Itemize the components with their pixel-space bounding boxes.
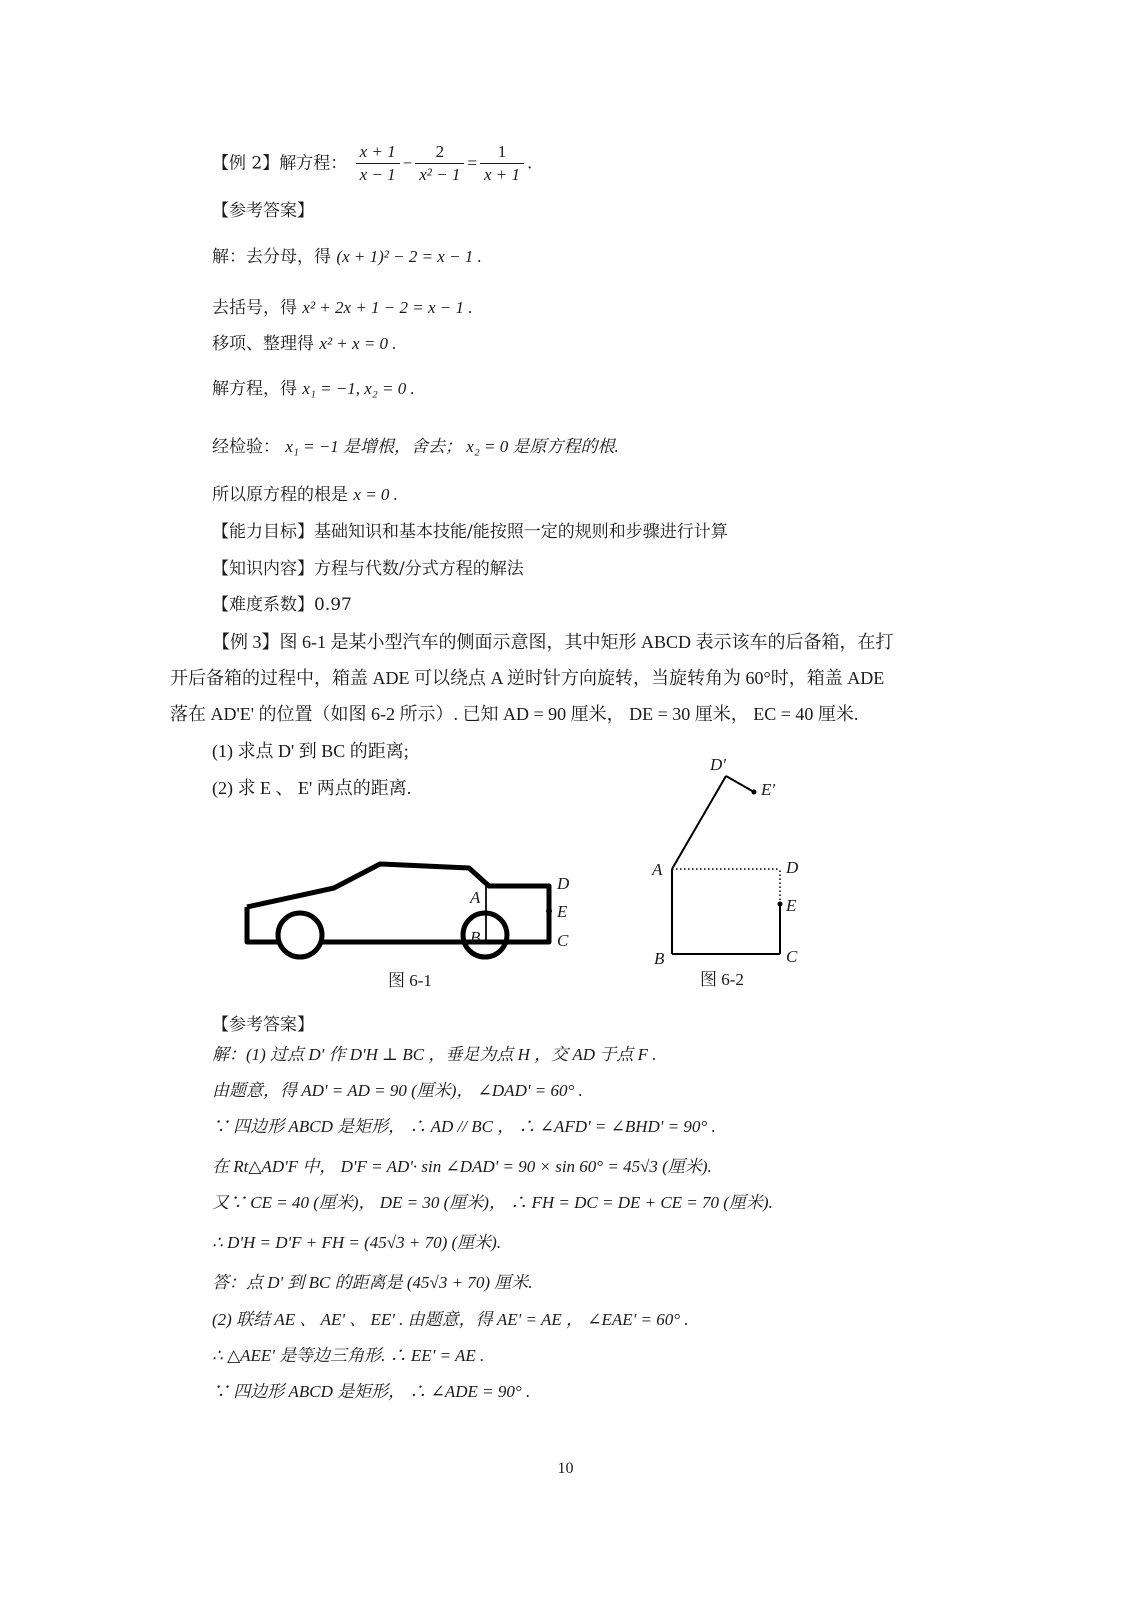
solution-step: 所以原方程的根是 x = 0 . <box>212 485 398 505</box>
solution-step: 解方程，得 x₁ = −1, x₂ = 0 . <box>212 379 415 399</box>
segment-AD-prime <box>672 776 726 869</box>
solution3-line: ∵ 四边形 ABCD 是矩形， ∴ ∠ADE = 90° . <box>212 1382 531 1401</box>
question-2: (2) 求 E 、 E' 两点的距离. <box>212 778 412 798</box>
caption-6-2: 图 6-2 <box>700 970 744 989</box>
fraction-1: $\frac{x + 1}{x - 1}$ <box>356 141 400 186</box>
solution3-line: 解：(1) 过点 D' 作 D'H ⊥ BC ，垂足为点 H ，交 AD 于点 F . <box>212 1045 657 1064</box>
solution3-line: (2) 联结 AE 、 AE' 、 EE' . 由题意，得 AE' = AE ， ∠EAE' = 60° . <box>212 1310 689 1329</box>
example3-line3: 落在 AD'E' 的位置（如图 6-2 所示）. 已知 AD = 90 厘米， DE = 30 厘米， EC = 40 厘米. <box>170 704 859 724</box>
label-C: C <box>786 947 798 966</box>
label-C: C <box>557 931 569 950</box>
solution3-line: 在 Rt△AD'F 中， D'F = AD'· sin ∠DAD' = 90 × sin 60° = 45√3 (厘米). <box>212 1157 712 1176</box>
knowledge-content: 【知识内容】方程与代数/分式方程的解法 <box>212 559 524 579</box>
solution-step: 解：去分母，得 (x + 1)² − 2 = x − 1 . <box>212 247 482 267</box>
fraction-2: $\frac{2}{\text{x² − 1}}$ <box>415 141 464 186</box>
point-e-prime-dot <box>752 790 757 795</box>
ability-goal: 【能力目标】基础知识和基本技能/能按照一定的规则和步骤进行计算 <box>212 522 728 542</box>
solution-step: 经检验： x₁ = −1 是增根，舍去； x₂ = 0 是原方程的根. <box>212 437 619 457</box>
solution3-line: ∴ D'H = D'F + FH = (45√3 + 70) (厘米). <box>212 1233 502 1252</box>
label-E: E <box>786 896 797 915</box>
example2-prompt: 解方程： <box>279 153 348 174</box>
solution3-line: ∴ △AEE' 是等边三角形. ∴ EE' = AE . <box>212 1346 485 1365</box>
example2-tag: 【例 2】 <box>212 153 280 174</box>
label-D: D <box>786 858 799 877</box>
label-A: A <box>652 860 663 879</box>
label-E: E <box>557 902 568 921</box>
solution3-line: ∵ 四边形 ABCD 是矩形， ∴ AD // BC ， ∴ ∠AFD' = ∠BHD' = 90° . <box>212 1117 716 1136</box>
label-D: D <box>557 874 570 893</box>
label-B: B <box>470 928 481 947</box>
difficulty: 【难度系数】0.97 <box>212 595 352 615</box>
solution-step: 去括号，得 x² + 2x + 1 − 2 = x − 1 . <box>212 298 473 318</box>
question-1: (1) 求点 D' 到 BC 的距离; <box>212 741 409 761</box>
solution-step: 移项、整理得 x² + x = 0 . <box>212 334 397 354</box>
example3-line2: 开后备箱的过程中，箱盖 ADE 可以绕点 A 逆时针方向旋转，当旋转角为 60°时，箱盖 ADE <box>170 668 885 688</box>
label-A: A <box>470 888 481 907</box>
point-e-dot <box>546 908 552 914</box>
fraction-3: $\frac{1}{x + 1}$ <box>480 141 524 186</box>
point-e-dot <box>778 902 783 907</box>
figure-6-2-rotation <box>640 752 840 1002</box>
answer-header: 【参考答案】 <box>212 1015 314 1035</box>
example3-line1: 【例 3】图 6-1 是某小型汽车的侧面示意图，其中矩形 ABCD 表示该车的后备箱，在打 <box>212 632 894 652</box>
example2-equation: 【例 2】解方程： $\frac{x + 1}{x - 1}$ − $\frac{2}{\text{x² − 1}}$ = $\frac{1}{x + 1}$ . <box>212 142 533 184</box>
solution3-line: 答：点 D' 到 BC 的距离是 (45√3 + 70) 厘米. <box>212 1273 533 1292</box>
solution3-line: 由题意，得 AD' = AD = 90 (厘米)， ∠DAD' = 60° . <box>212 1081 583 1100</box>
solution3-line: 又∵ CE = 40 (厘米)， DE = 30 (厘米)， ∴ FH = DC = DE + CE = 70 (厘米). <box>212 1193 773 1212</box>
label-B: B <box>654 949 665 968</box>
label-Ep: E' <box>761 780 776 799</box>
caption-6-1: 图 6-1 <box>388 971 432 990</box>
answer-header: 【参考答案】 <box>212 201 314 221</box>
page-number: 10 <box>557 1460 574 1477</box>
segment-D-prime-E-prime <box>726 776 754 792</box>
label-Dp: D' <box>710 755 726 774</box>
front-wheel <box>278 913 322 957</box>
figure-6-1-car <box>230 850 600 1000</box>
